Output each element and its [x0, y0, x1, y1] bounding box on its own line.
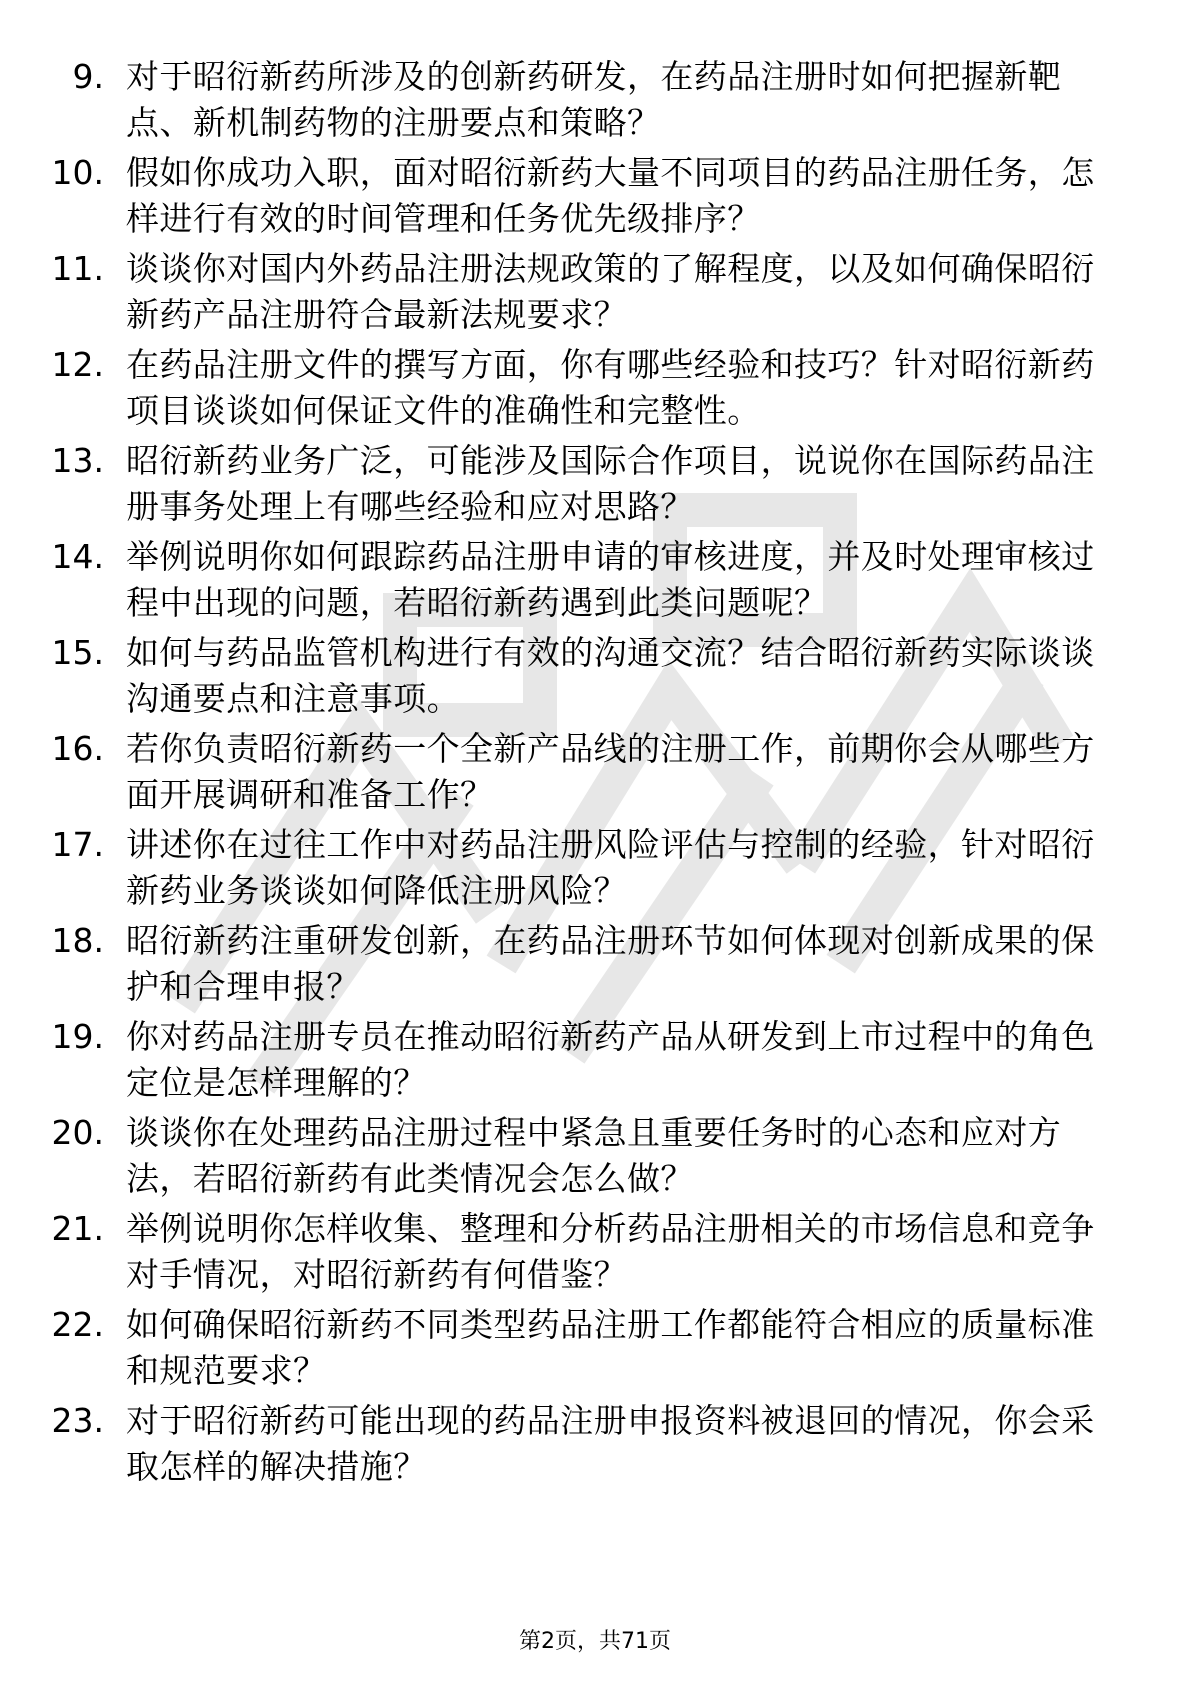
- list-item: [0, 342, 1190, 438]
- item-text: 举例说明你如何跟踪药品注册申请的审核进度，并及时处理审核过程中出现的问题，若昭衍新药遇到此类问题呢？: [126, 537, 1095, 622]
- list-item: [0, 1014, 1190, 1110]
- item-number: 19.: [51, 1017, 104, 1056]
- list-item: [0, 150, 1190, 246]
- item-number: 17.: [51, 825, 104, 864]
- item-text: 在药品注册文件的撰写方面，你有哪些经验和技巧？针对昭衍新药项目谈谈如何保证文件的准确性和完整性。: [126, 345, 1095, 430]
- item-text: 对于昭衍新药所涉及的创新药研发，在药品注册时如何把握新靶点、新机制药物的注册要点和策略？: [126, 57, 1062, 142]
- item-text: 举例说明你怎样收集、整理和分析药品注册相关的市场信息和竞争对手情况，对昭衍新药有何借鉴？: [126, 1209, 1095, 1294]
- list-item: [0, 918, 1190, 1014]
- page-indicator: 第2页，共71页: [519, 1629, 671, 1654]
- item-text: 你对药品注册专员在推动昭衍新药产品从研发到上市过程中的角色定位是怎样理解的？: [126, 1017, 1095, 1102]
- item-number: 15.: [51, 633, 104, 672]
- list-item: [0, 246, 1190, 342]
- list-item: [0, 534, 1190, 630]
- question-list: [0, 54, 1190, 1494]
- item-number: 11.: [51, 249, 104, 288]
- item-number: 14.: [51, 537, 104, 576]
- item-text: 假如你成功入职，面对昭衍新药大量不同项目的药品注册任务，怎样进行有效的时间管理和任务优先级排序？: [126, 153, 1095, 238]
- list-item: [0, 54, 1190, 150]
- list-item: [0, 1302, 1190, 1398]
- item-number: 23.: [51, 1401, 104, 1440]
- item-text: 如何确保昭衍新药不同类型药品注册工作都能符合相应的质量标准和规范要求？: [126, 1305, 1095, 1390]
- item-text: 昭衍新药业务广泛，可能涉及国际合作项目，说说你在国际药品注册事务处理上有哪些经验和应对思路？: [126, 441, 1095, 526]
- item-text: 讲述你在过往工作中对药品注册风险评估与控制的经验，针对昭衍新药业务谈谈如何降低注册风险？: [126, 825, 1095, 910]
- item-text: 谈谈你对国内外药品注册法规政策的了解程度，以及如何确保昭衍新药产品注册符合最新法规要求？: [126, 249, 1095, 334]
- item-text: 如何与药品监管机构进行有效的沟通交流？结合昭衍新药实际谈谈沟通要点和注意事项。: [126, 633, 1095, 718]
- item-number: 20.: [51, 1113, 104, 1152]
- item-number: 10.: [51, 153, 104, 192]
- item-number: 16.: [51, 729, 104, 768]
- list-item: [0, 630, 1190, 726]
- list-item: [0, 1206, 1190, 1302]
- item-text: 昭衍新药注重研发创新，在药品注册环节如何体现对创新成果的保护和合理申报？: [126, 921, 1095, 1006]
- list-item: [0, 1110, 1190, 1206]
- list-item: [0, 1398, 1190, 1494]
- item-number: 21.: [51, 1209, 104, 1248]
- item-number: 12.: [51, 345, 104, 384]
- item-text: 对于昭衍新药可能出现的药品注册申报资料被退回的情况，你会采取怎样的解决措施？: [126, 1401, 1095, 1486]
- list-item: [0, 438, 1190, 534]
- item-text: 若你负责昭衍新药一个全新产品线的注册工作，前期你会从哪些方面开展调研和准备工作？: [126, 729, 1095, 814]
- list-item: [0, 726, 1190, 822]
- item-number: 9.: [72, 57, 104, 96]
- item-number: 13.: [51, 441, 104, 480]
- item-text: 谈谈你在处理药品注册过程中紧急且重要任务时的心态和应对方法，若昭衍新药有此类情况会怎么做？: [126, 1113, 1062, 1198]
- list-item: [0, 822, 1190, 918]
- item-number: 22.: [51, 1305, 104, 1344]
- item-number: 18.: [51, 921, 104, 960]
